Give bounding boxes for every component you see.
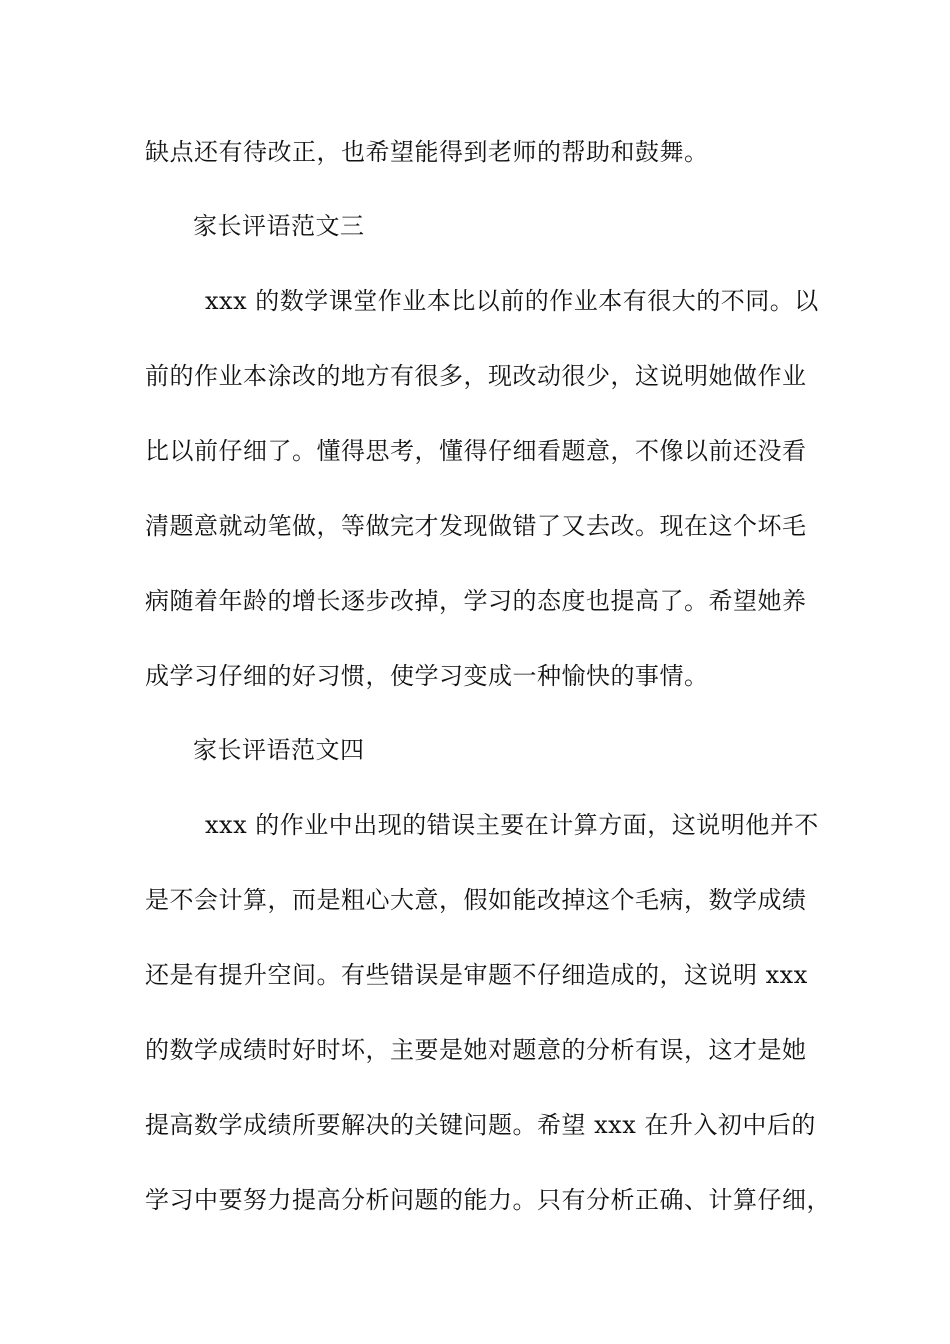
- paragraph-first-line: xxx 的数学课堂作业本比以前的作业本有很大的不同。以: [205, 287, 819, 315]
- section-heading: 家长评语范文四: [193, 736, 365, 764]
- section-heading: 家长评语范文三: [193, 212, 365, 240]
- text-line: 的数学成绩时好时坏，主要是她对题意的分析有误，这才是她: [145, 1036, 807, 1064]
- text-line: 学习中要努力提高分析问题的能力。只有分析正确、计算仔细，: [145, 1186, 831, 1214]
- paragraph-first-line: xxx 的作业中出现的错误主要在计算方面，这说明他并不: [205, 811, 819, 839]
- text-line: 病随着年龄的增长逐步改掉，学习的态度也提高了。希望她养: [145, 587, 807, 615]
- text-line: 提高数学成绩所要解决的关键问题。希望 xxx 在升入初中后的: [145, 1111, 816, 1139]
- text-line: 缺点还有待改正，也希望能得到老师的帮助和鼓舞。: [145, 138, 709, 166]
- text-line: 是不会计算，而是粗心大意，假如能改掉这个毛病，数学成绩: [145, 886, 807, 914]
- text-line: 还是有提升空间。有些错误是审题不仔细造成的，这说明 xxx: [145, 961, 808, 989]
- text-line: 比以前仔细了。懂得思考，懂得仔细看题意，不像以前还没看: [145, 437, 807, 465]
- text-line: 成学习仔细的好习惯，使学习变成一种愉快的事情。: [145, 662, 709, 690]
- text-line: 前的作业本涂改的地方有很多，现改动很少，这说明她做作业: [145, 362, 807, 390]
- text-line: 清题意就动笔做，等做完才发现做错了又去改。现在这个坏毛: [145, 512, 807, 540]
